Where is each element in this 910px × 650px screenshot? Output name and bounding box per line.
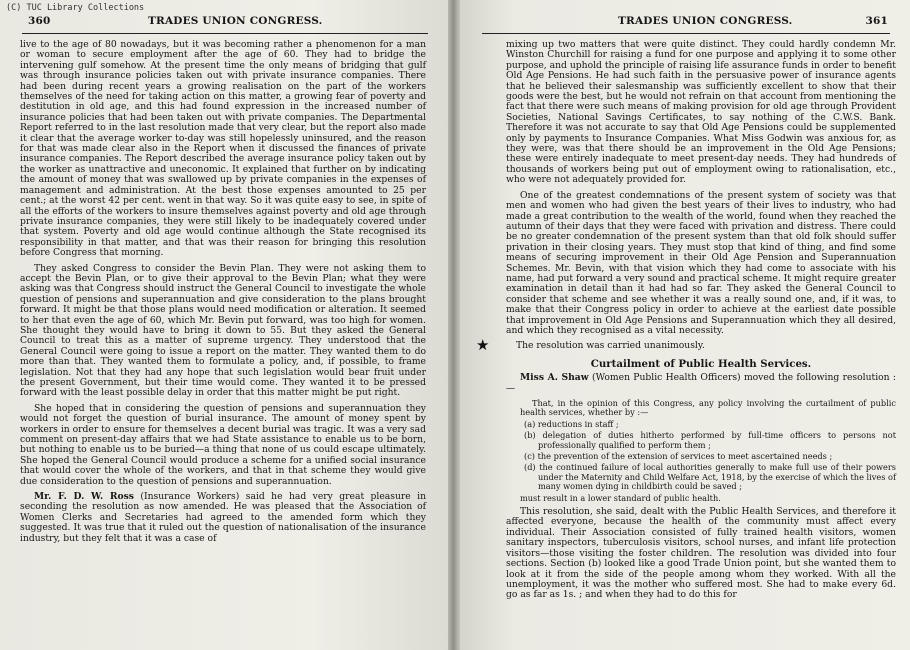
right-header-title: TRADES UNION CONGRESS.: [618, 15, 793, 27]
motion-item: (c) the prevention of the extension of services to meet ascertained needs ;: [524, 451, 833, 462]
motion-item: (d) the continued failure of local authorities generally to make full use of their powers under the Maternity and Child Welfare Act, 1918, by the exercise of which the lives of many women dying in childbirth could be saved ;: [524, 462, 896, 492]
left-body-text: [20, 40, 426, 549]
right-page: [460, 0, 910, 650]
left-header-title: TRADES UNION CONGRESS.: [148, 15, 323, 27]
left-page: [0, 0, 448, 650]
right-paragraph: mixing up two matters that were quite distinct. They could hardly condemn Mr. Winston Churchill for raising a fund for one purpose and applying it to some other purpose, and uphold the principle of raising life assurance funds in order to benefit Old Age Pensions. He had such faith in the persuasive power of insurance agents that he believed their salesmanship was sufficiently excellent to show that their goods were the best, but he would not refrain on that account from mentioning the fact that there were such means of making provision for old age through Provident Societies, National Savings Certificates, to say nothing of the C.W.S. Bank. Therefore it was not accurate to say that Old Age Pensions could be supplemented only by payments to Insurance Companies. What Miss Godwin was anxious for, as they were, was that there should be an improvement in the Old Age Pensions; these were entirely inadequate to meet present-day needs. They had hundreds of thousands of workers being put out of employment owing to rationalisation, etc., who were not adequately provided for.: [506, 39, 896, 186]
ross-speech: (Insurance Workers) said he had very great pleasure in seconding the resolution as now amended. He was pleased that the Association of Women Clerks and Secretaries had agreed to the amended form which they suggested. It was true that it ruled out the question of nationalisation of the insurance industry, but they felt that it was a case of: [20, 491, 427, 544]
right-page-number: 361: [865, 15, 888, 27]
right-body-text: [476, 39, 896, 606]
resolution-result-text: The resolution was carried unanimously.: [516, 340, 705, 352]
motion-close: must result in a lower standard of public health.: [520, 492, 721, 503]
section-heading: Curtailment of Public Health Services.: [590, 357, 812, 370]
shaw-speaker-name: Miss A. Shaw: [520, 372, 589, 384]
ross-paragraph: [20, 492, 426, 544]
left-paragraph: She hoped that in considering the question of pensions and superannuation they would not forget the question of burial insurance. The amount of money spent by workers in order to ensure for themselves a decent burial was tragic. It was a very sad comment on present-day affairs that we had State assistance to enable us to be born, but nothing to enable us to be buried—a thing that none of us could escape ultimately. She hoped the General Council would produce a scheme for a unified social insurance that would cover the whole of the workers, and that in that scheme they would give due consideration to the question of pensions and superannuation.: [20, 402, 426, 487]
library-watermark: (C) TUC Library Collections: [6, 3, 145, 13]
motion-item: (a) reductions in staff ;: [524, 418, 619, 429]
motion-item: (b) delegation of duties hitherto performed by full-time officers to persons not professionally qualified to perform them ;: [524, 430, 896, 450]
left-page-number: 360: [28, 15, 51, 27]
right-running-head: [488, 15, 888, 33]
shaw-paragraph: [506, 373, 896, 394]
star-icon: ★: [476, 336, 490, 355]
right-header-rule: [482, 33, 890, 34]
motion-intro: That, in the opinion of this Congress, any policy involving the curtailment of public health services, whether by :—: [520, 398, 896, 418]
book-gutter: [448, 0, 460, 650]
ross-speaker-name: Mr. F. D. W. Ross: [34, 491, 134, 503]
resolution-result: [476, 336, 896, 355]
left-running-head: [28, 15, 426, 33]
right-final-paragraph: This resolution, she said, dealt with the Public Health Services, and therefore it affected everyone, because the health of the community must affect every individual. Their Association consisted of fully trained health visitors, women sanitary inspectors, tuberculosis visitors, school nurses, and infant life protection visitors—those visiting the foster children. The resolution was divided into four sections. Section (b) looked like a good Trade Union point, but she wanted them to look at it from the side of the people among whom they worked. With all the unemployment, it was the mother who suffered most. She had to make every 6d. go as far as 1s. ; and when they had to do this for: [506, 506, 896, 601]
right-paragraph: One of the greatest condemnations of the present system of society was that men and women who had given the best years of their lives to industry, who had made a great contribution to the wealth of the world, found when they reached the autumn of their days that they were faced with privation and distress. There could be no greater condemnation of the present system than that old folk should suffer privation in their closing years. They must stop that kind of thing, and find some means of securing improvement in their Old Age Pension and Superannuation Schemes. Mr. Bevin, with that vision which they had come to associate with his name, had put forward a very sound and practical scheme. It might require greater examination in detail than it had had so far. They asked the General Council to consider that scheme and see whether it was a really sound one, and, if it was, to make that their Congress policy in order to achieve at the earliest date possible that improvement in Old Age Pensions and Superannuation which they all desired, and which they recognised as a vital necessity.: [506, 189, 896, 336]
shaw-intro: (Women Public Health Officers) moved the following resolution :—: [506, 372, 896, 394]
motion-text: [506, 399, 896, 503]
left-paragraph: They asked Congress to consider the Bevin Plan. They were not asking them to accept the Bevin Plan, or to give their approval to the Bevin Plan; what they were asking was that Congress should instruct the General Council to investigate the whole question of pensions and superannuation and give consideration to the plans brought forward. It might be that those plans would need modification or alteration. It seemed to her that even the age of 60, which Mr. Bevin put forward, was too high for women. She thought they would have to bring it down to 55. But they asked the General Council to treat this as a matter of supreme urgency. They understood that the General Council were going to issue a report on the matter. They wanted them to do more than that. They wanted them to formulate a policy, and, if possible, to frame legislation. Not that they had any hope that such legislation would bear fruit under the present Government, but their time would come. They wanted it to be pressed forward with the least possible delay in order that this matter might be put right.: [20, 262, 426, 399]
left-paragraph: live to the age of 80 nowadays, but it was becoming rather a phenomenon for a man or woman to secure employment after the age of 60. They had to bridge the intervening gulf somehow. At the present time the only means of bridging that gulf was through insurance policies taken out with private insurance companies. There had been during recent years a growing realisation on the part of the workers themselves of the need for taking action on this matter, a growing fear of poverty and destitution in old age, and this had found expression in the increased number of insurance policies that had been taken out with private companies. The Departmental Report referred to in the last resolution made that very clear, but the report also made it clear that the average worker to-day was still hopelessly uninsured, and the reason for that was made clear also in the Report when it discussed the finances of private insurance companies. The Report described the average insurance policy taken out by the worker as unattractive and uneconomic. It explained that further on by indicating the amount of money that was swallowed up by private companies in the expenses of management and administration. At the best those expenses amounted to 25 per cent.; at the worst 42 per cent. went in that way. So it was quite easy to see, in spite of all the efforts of the workers to insure themselves against poverty and old age through private insurance companies, they were still likely to be inadequately covered under that system. Poverty and old age would continue although the State recognised its responsibility in that matter, and that was their reason for bringing this resolution before Congress that morning.: [20, 39, 426, 259]
left-header-rule: [22, 33, 428, 34]
